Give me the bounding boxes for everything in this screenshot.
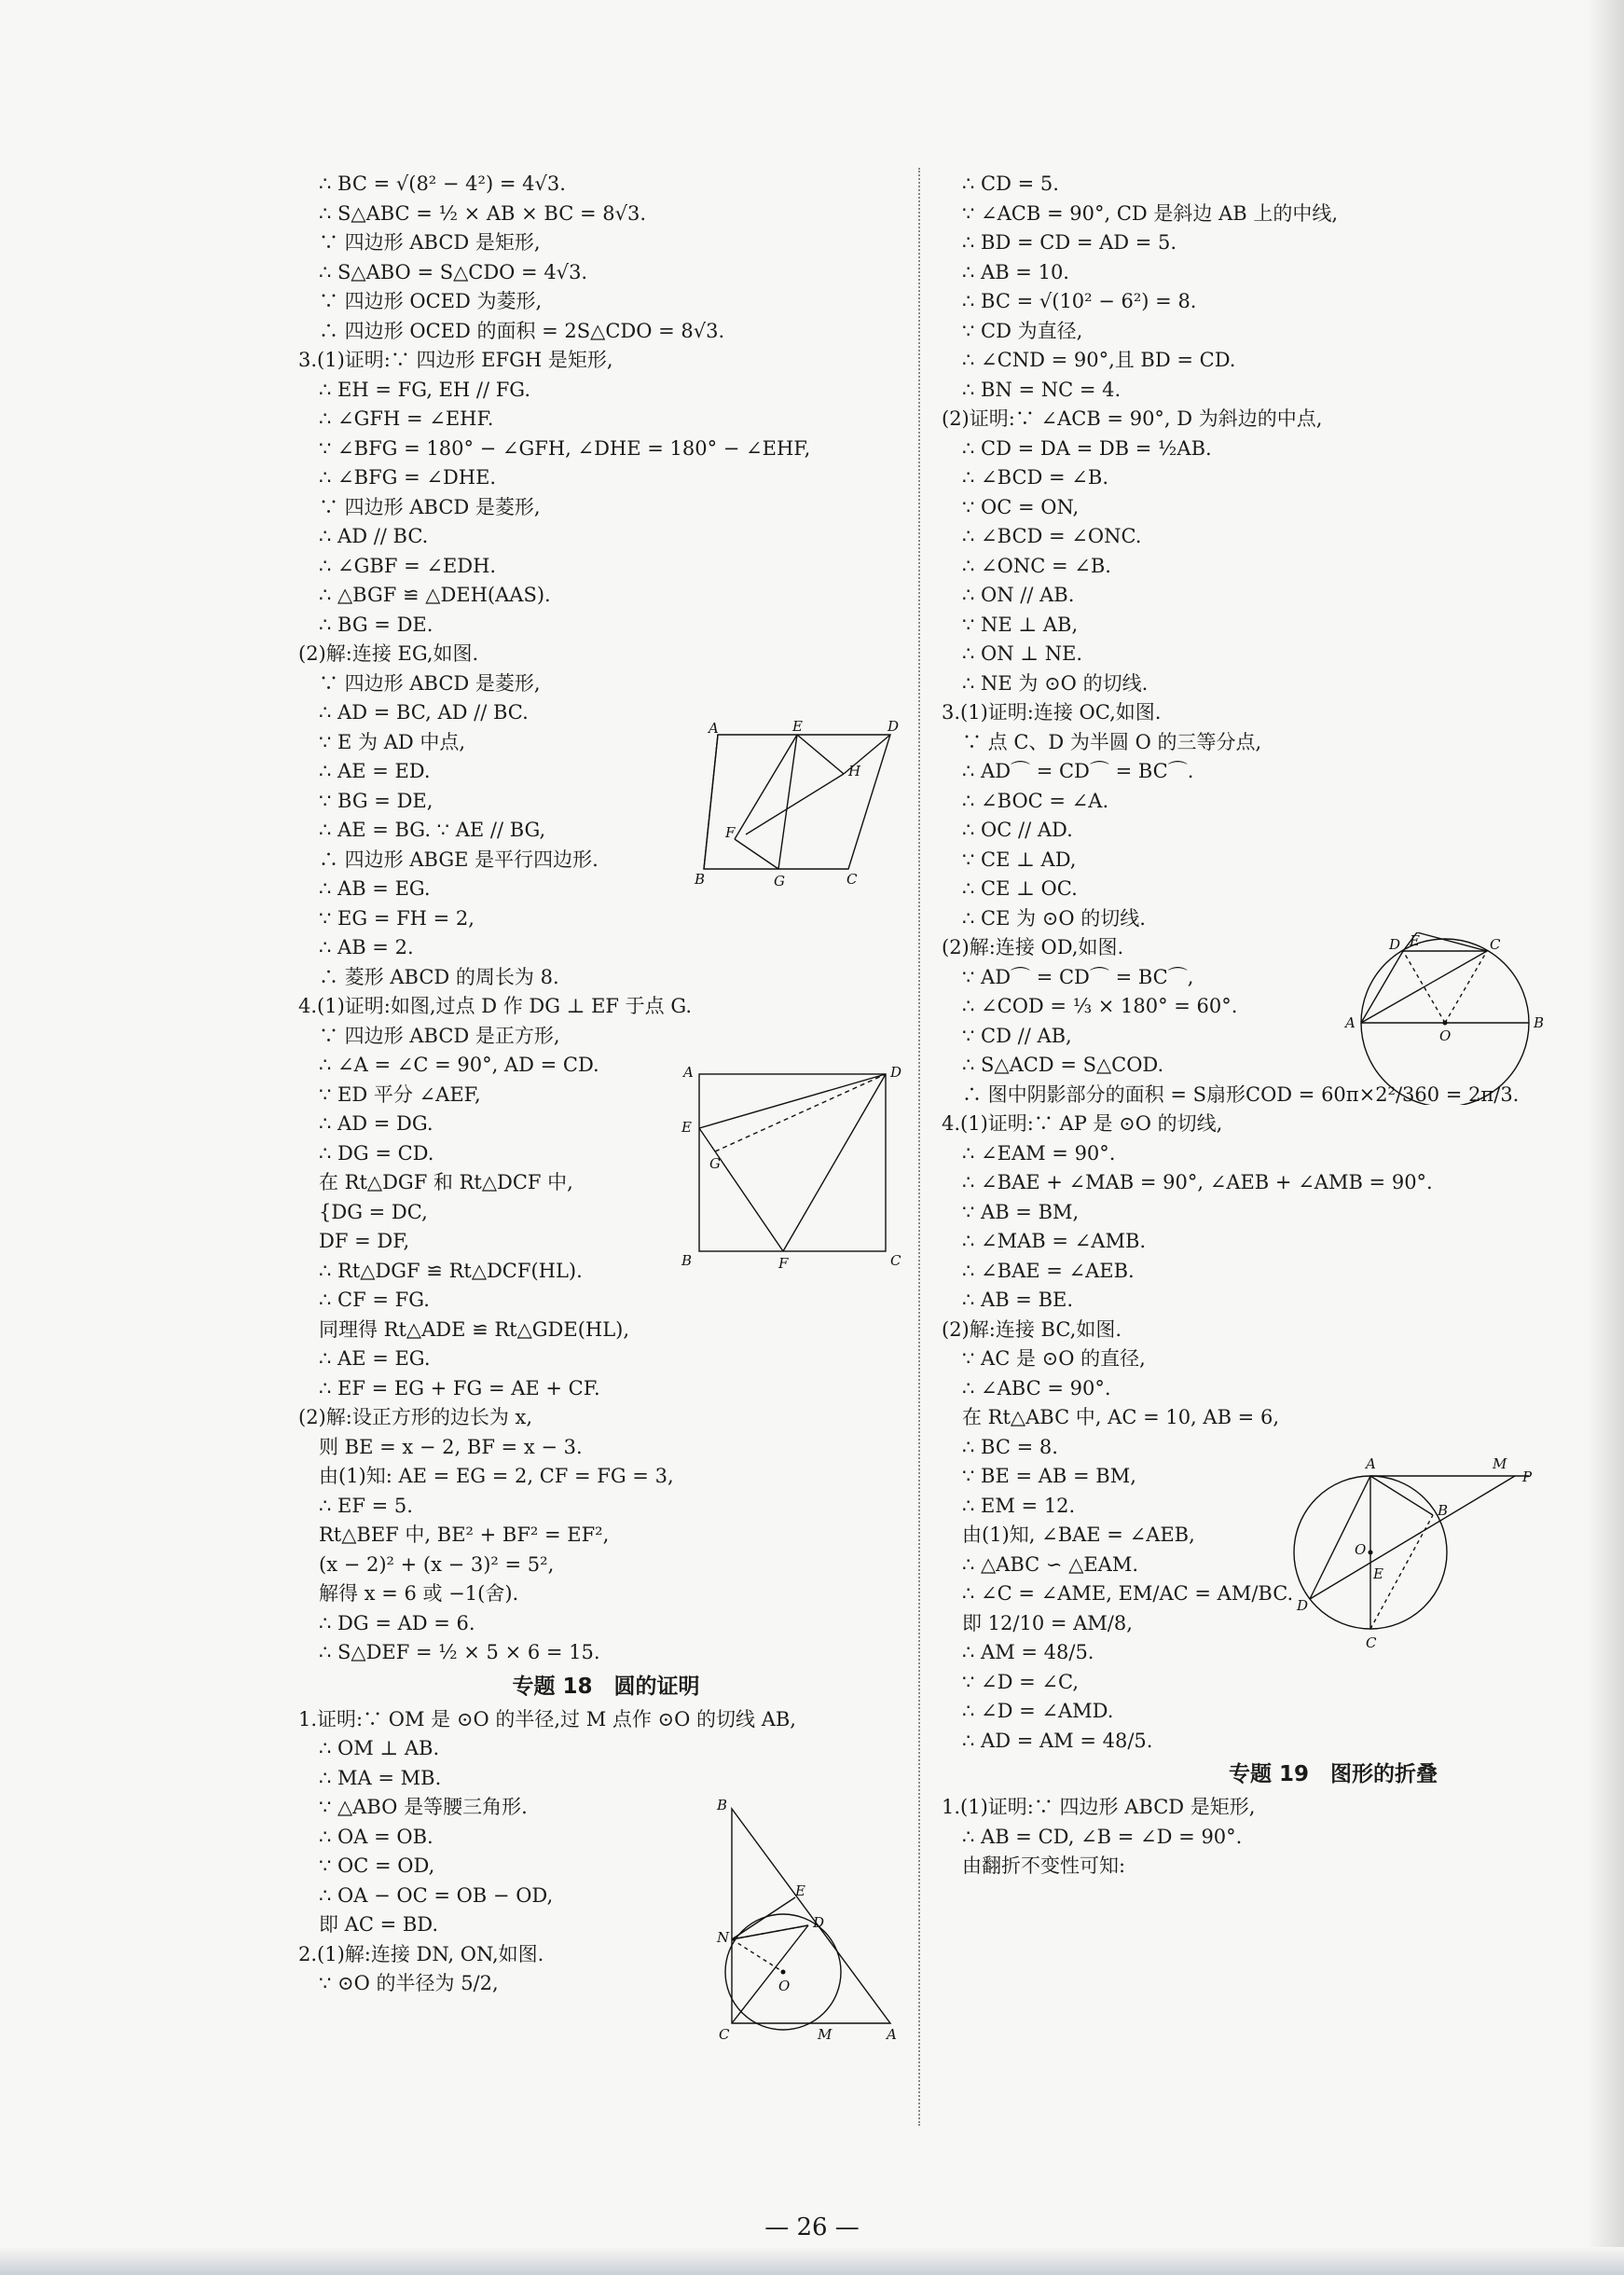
text-line: ∴ AD = AM = 48/5. [962,1729,1153,1752]
text-line: ∵ ED 平分 ∠AEF, [319,1082,481,1106]
text-line: ∴ AB = EG. [319,877,431,900]
text-line: ∵ OC = ON, [962,495,1080,518]
text-line: ∴ AD⌒ = CD⌒ = BC⌒. [962,760,1194,782]
text-line: ∴ BN = NC = 4. [962,378,1122,401]
text-line: ∵ ⊙O 的半径为 5/2, [319,1972,499,1994]
text-line: 4.(1)证明:如图,过点 D 作 DG ⊥ EF 于点 G. [298,995,693,1017]
text-line: ∴ ∠BOC = ∠A. [962,789,1109,812]
label-D: D [888,718,900,735]
text-line: ∵ 四边形 ABCD 是矩形, [319,231,541,254]
label-B: B [681,1252,693,1269]
label-G: G [774,873,785,889]
rhombus-figure [690,718,904,895]
text-line: ∴ ∠MAB = ∠AMB. [962,1230,1147,1252]
column-divider [918,168,920,2126]
semicircle-figure [1342,932,1552,1105]
text-line: ∴ AB = 2. [319,936,414,958]
label-H: H [848,763,861,779]
label-B: B [695,871,706,888]
text-line: ∵ △ABO 是等腰三角形. [319,1796,528,1818]
left-text-block [298,170,914,1668]
label-B: B [1438,1502,1449,1519]
text-line: 在 Rt△ABC 中, AC = 10, AB = 6, [962,1406,1279,1428]
label-E: E [1410,932,1420,949]
text-line: ∴ ON // AB. [962,584,1075,606]
label-N: N [717,1929,730,1946]
label-A: A [709,720,719,737]
label-C: C [1490,936,1501,953]
text-line: ∴ AE = BG. ∵ AE // BG, [319,819,546,841]
text-line: 即 12/10 = AM/8, [962,1611,1133,1634]
text-line: ∴ ∠EAM = 90°. [962,1141,1116,1165]
text-line: ∵ BE = AB = BM, [962,1465,1136,1487]
square-figure [676,1063,909,1273]
label-O: O [778,1978,791,1994]
text-line: DF = DF, [319,1230,410,1252]
text-line: ∵ 四边形 ABCD 是正方形, [319,1024,560,1047]
label-E: E [681,1119,692,1136]
text-line: ∵ OC = OD, [319,1854,435,1877]
text-line: ∴ CE ⊥ OC. [962,877,1078,900]
text-line: ∵ AB = BM, [962,1200,1080,1223]
text-line: 3.(1)证明:连接 OC,如图. [942,701,1162,724]
text-line: ∴ S△ACD = S△COD. [962,1054,1164,1076]
text-line: ∴ △BGF ≌ △DEH(AAS). [319,584,551,606]
label-E: E [792,718,803,735]
text-line: ∴ BC = 8. [962,1435,1058,1458]
text-line: ∴ AB = CD, ∠B = ∠D = 90°. [962,1825,1243,1848]
text-line: ∴ ∠ABC = 90°. [962,1376,1111,1399]
text-line: 由(1)知, ∠BAE = ∠AEB, [962,1524,1195,1546]
text-line: ∵ AC 是 ⊙O 的直径, [962,1347,1146,1370]
text-line: ∴ ∠ONC = ∠B. [962,554,1111,577]
text-line: ∴ 菱形 ABCD 的周长为 8. [319,965,559,988]
text-line: ∴ OA − OC = OB − OD, [319,1883,554,1907]
text-line: (2)证明:∵ ∠ACB = 90°, D 为斜边的中点, [942,407,1323,430]
text-line: 在 Rt△DGF 和 Rt△DCF 中, [319,1171,573,1193]
text-line: ∴ ∠D = ∠AMD. [962,1700,1114,1722]
label-M: M [818,2026,833,2043]
text-line: (2)解:连接 EG,如图. [298,642,479,665]
text-line: ∴ AE = EG. [319,1347,431,1370]
label-B: B [1534,1014,1545,1031]
label-C: C [846,871,858,888]
text-line: ∵ 四边形 OCED 为菱形, [319,290,543,312]
text-line: ∵ 四边形 ABCD 是菱形, [319,495,541,518]
text-line: ∵ CD // AB, [962,1024,1072,1047]
text-line: ∵ 四边形 ABCD 是菱形, [319,671,541,695]
scan-bottom-edge [0,2247,1624,2275]
text-line: 3.(1)证明:∵ 四边形 EFGH 是矩形, [298,349,613,371]
label-G: G [709,1155,721,1172]
section-heading-19: 专题 19 图形的折叠 [1228,1762,1438,1786]
text-line: ∴ AB = 10. [962,260,1069,283]
text-line: ∴ EF = EG + FG = AE + CF. [319,1376,600,1399]
text-line: ∴ AB = BE. [962,1289,1074,1311]
text-line: ∴ AD // BC. [319,525,429,547]
text-line: 1.证明:∵ OM 是 ⊙O 的半径,过 M 点作 ⊙O 的切线 AB, [298,1707,796,1730]
text-line: (x − 2)² + (x − 3)² = 5², [319,1552,555,1576]
text-line: ∴ ∠GFH = ∠EHF. [319,407,494,430]
text-line: ∴ S△ABC = ½ × AB × BC = 8√3. [319,201,647,225]
text-line: ∴ ON ⊥ NE. [962,642,1083,665]
text-line: ∴ BG = DE. [319,613,434,636]
text-line: ∵ CE ⊥ AD, [962,848,1077,871]
text-line: ∴ ∠A = ∠C = 90°, AD = CD. [319,1054,599,1076]
text-line: 1.(1)证明:∵ 四边形 ABCD 是矩形, [942,1796,1256,1818]
text-line: ∴ AM = 48/5. [962,1641,1094,1663]
text-line: ∵ 点 C、D 为半圆 O 的三等分点, [962,730,1262,753]
text-line: 由(1)知: AE = EG = 2, CF = FG = 3, [319,1465,674,1487]
text-line: 由翻折不变性可知: [962,1854,1126,1877]
text-line: ∴ 四边形 OCED 的面积 = 2S△CDO = 8√3. [319,319,725,342]
text-line: 同理得 Rt△ADE ≌ Rt△GDE(HL), [319,1317,630,1341]
text-line: ∵ NE ⊥ AB, [962,613,1079,636]
text-line: ∴ 四边形 ABGE 是平行四边形. [319,848,599,871]
label-A: A [887,2026,897,2043]
text-line: ∵ BG = DE, [319,789,434,812]
section-heading-18: 专题 18 圆的证明 [512,1674,700,1699]
circle-tangent-figure [1282,1450,1548,1660]
label-M: M [1493,1455,1507,1472]
label-A: A [1345,1014,1356,1031]
text-line: ∴ Rt△DGF ≌ Rt△DCF(HL). [319,1259,583,1282]
text-line: (2)解:连接 OD,如图. [942,936,1124,958]
text-line: ∴ CF = FG. [319,1289,430,1311]
text-line: ∴ BC = √(10² − 6²) = 8. [962,290,1197,312]
label-B: B [717,1797,728,1813]
text-line: ∴ EM = 12. [962,1494,1076,1517]
page-number: — 26 — [764,2213,860,2241]
text-line: ∴ OA = OB. [319,1825,434,1848]
text-line: 4.(1)证明:∵ AP 是 ⊙O 的切线, [942,1112,1223,1135]
label-D: D [1297,1597,1309,1614]
text-line: ∵ ∠D = ∠C, [962,1670,1080,1693]
label-E: E [1373,1565,1383,1582]
label-C: C [890,1252,901,1269]
text-line: ∴ ∠BFG = ∠DHE. [319,466,497,489]
page-edge-shadow [1587,0,1624,2275]
text-line: ∴ ∠BCD = ∠B. [962,466,1109,489]
text-line: 解得 x = 6 或 −1(舍). [319,1582,519,1605]
text-line: ∴ 图中阴影部分的面积 = S扇形COD = 60π×2²/360 = 2π/3. [962,1082,1520,1106]
text-line: 2.(1)解:连接 DN, ON,如图. [298,1942,544,1965]
text-line: ∵ EG = FH = 2, [319,906,475,930]
text-line: ∴ MA = MB. [319,1766,442,1789]
text-line: ∵ E 为 AD 中点, [319,730,466,753]
text-line: ∴ ∠BCD = ∠ONC. [962,525,1142,547]
text-line: (2)解:设正方形的边长为 x, [298,1406,533,1428]
text-line: ∴ NE 为 ⊙O 的切线. [962,671,1149,695]
text-line: ∴ ∠GBF = ∠EDH. [319,554,497,577]
text-line: ∴ ∠C = ∠AME, EM/AC = AM/BC. [962,1582,1294,1605]
text-line: ∴ ∠BAE = ∠AEB. [962,1259,1135,1282]
label-P: P [1522,1468,1533,1485]
text-line: ∴ AD = BC, AD // BC. [319,701,529,724]
text-line: ∴ BC = √(8² − 4²) = 4√3. [319,172,566,195]
text-line: ∴ CD = DA = DB = ½AB. [962,436,1212,460]
label-O: O [1439,1027,1452,1044]
label-D: D [813,1914,825,1931]
label-E: E [795,1882,805,1899]
text-line: ∵ AD⌒ = CD⌒ = BC⌒, [962,965,1194,988]
text-line: ∴ OC // AD. [962,819,1073,841]
text-line: ∴ OM ⊥ AB. [319,1737,440,1759]
text-line: ∴ EH = FG, EH // FG. [319,378,530,401]
label-C: C [719,2026,730,2043]
text-line: ∵ ∠BFG = 180° − ∠GFH, ∠DHE = 180° − ∠EHF, [319,436,811,460]
text-line: ∵ ∠ACB = 90°, CD 是斜边 AB 上的中线, [962,201,1339,225]
text-line: ∵ CD 为直径, [962,319,1083,342]
text-line: ∴ ∠CND = 90°,且 BD = CD. [962,349,1236,371]
text-line: 则 BE = x − 2, BF = x − 3. [319,1435,583,1458]
label-D: D [1389,936,1401,953]
text-line: ∴ S△DEF = ½ × 5 × 6 = 15. [319,1641,600,1663]
text-line: ∴ CD = 5. [962,172,1059,195]
text-line: ∴ AD = DG. [319,1112,434,1135]
text-line: ∴ BD = CD = AD = 5. [962,231,1177,254]
label-A: A [683,1064,694,1081]
right-text-block-after [942,1793,1576,1882]
text-line: ∴ CE 为 ⊙O 的切线. [962,906,1146,930]
text-line: ∴ ∠COD = ⅓ × 180° = 60°. [962,995,1238,1017]
label-F: F [725,824,736,841]
text-line: ∴ S△ABO = S△CDO = 4√3. [319,260,588,283]
label-A: A [1366,1455,1376,1472]
text-line: ∴ ∠BAE + ∠MAB = 90°, ∠AEB + ∠AMB = 90°. [962,1171,1433,1193]
circle-triangle-figure [704,1795,904,2047]
text-line: ∴ AE = ED. [319,760,431,782]
text-line: 即 AC = BD. [319,1913,439,1936]
label-O: O [1355,1541,1367,1558]
label-D: D [890,1064,902,1081]
text-line: {DG = DC, [319,1200,428,1223]
label-F: F [778,1255,789,1272]
text-line: ∴ DG = CD. [319,1141,434,1165]
text-line: ∴ DG = AD = 6. [319,1611,475,1634]
text-line: ∴ EF = 5. [319,1494,413,1517]
text-line: (2)解:连接 BC,如图. [942,1317,1122,1341]
label-C: C [1366,1634,1377,1651]
text-line: Rt△BEF 中, BE² + BF² = EF², [319,1524,610,1546]
text-line: ∴ △ABC ∽ △EAM. [962,1552,1139,1576]
